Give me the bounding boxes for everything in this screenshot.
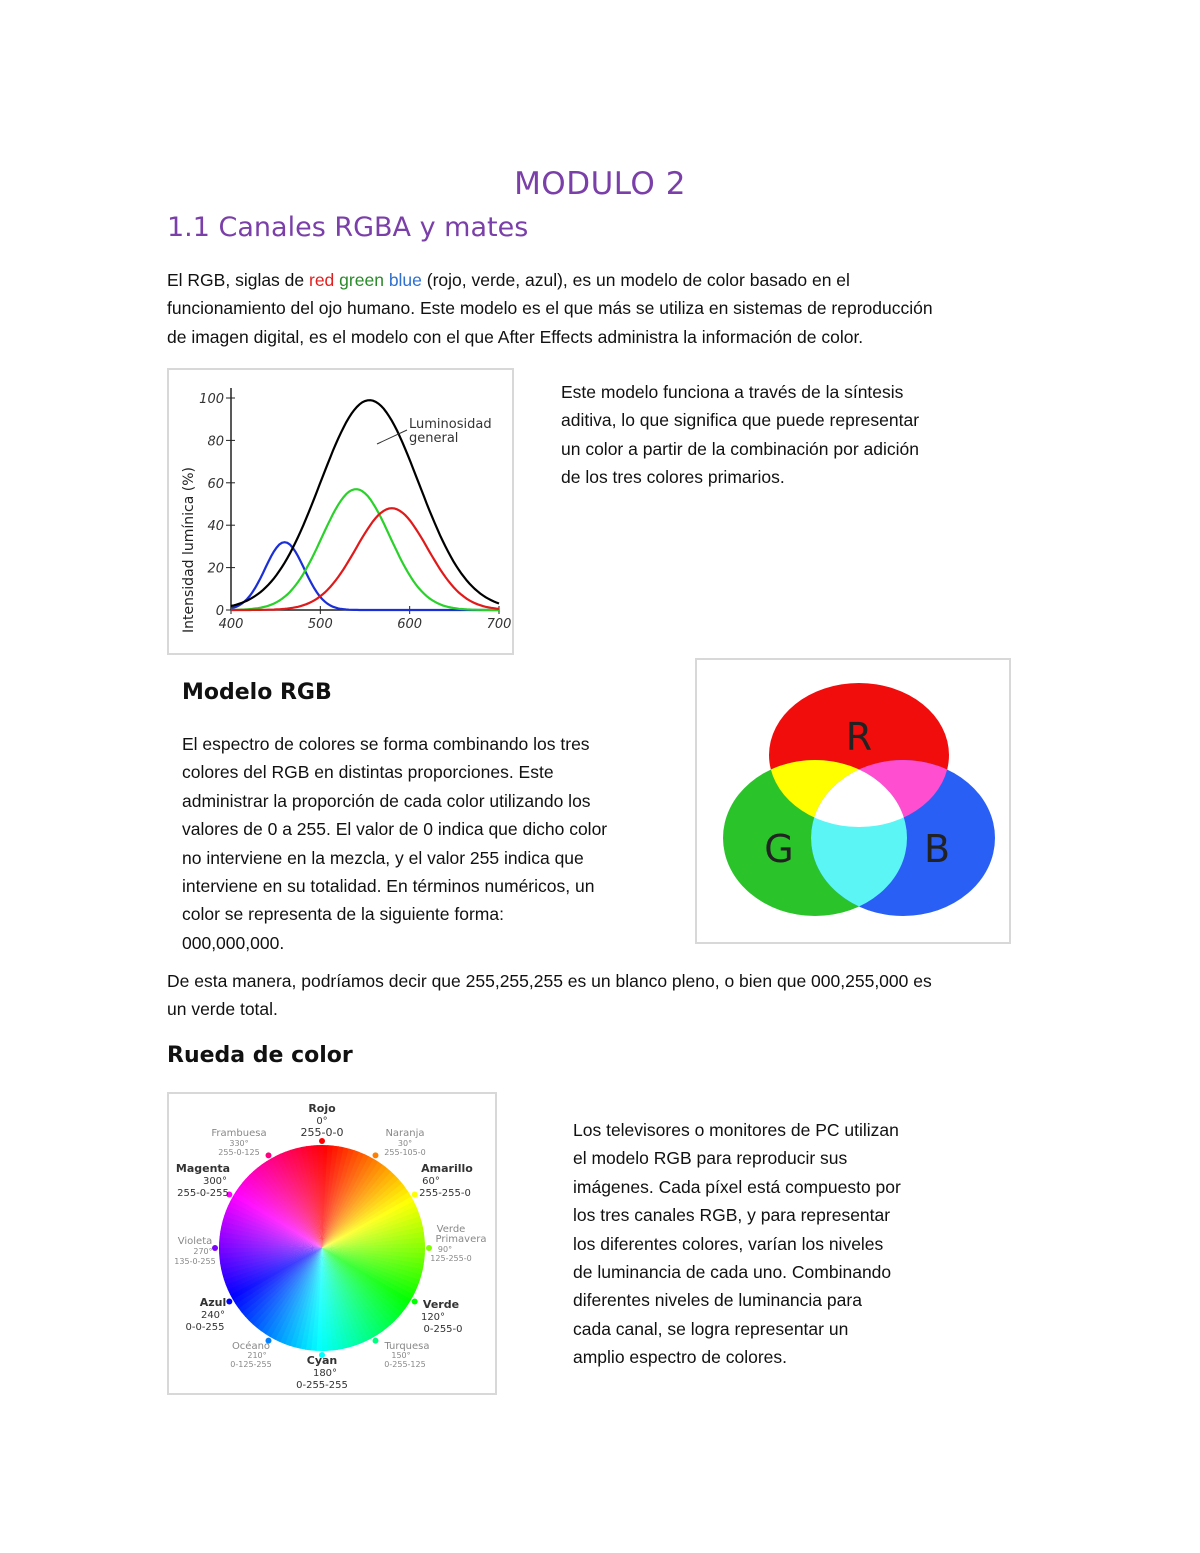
intro-line-2: funcionamiento del ojo humano. Este modelo es el que más se utiliza en sistemas de reproducción <box>167 298 933 319</box>
label-cyan-name: Cyan <box>306 1354 338 1367</box>
conclusion-line: un verde total. <box>167 999 278 1020</box>
label-azul-rgb: 0-0-255 <box>185 1322 225 1333</box>
intro-text-end: (rojo, verde, azul), es un modelo de color basado en el <box>421 270 850 290</box>
label-amarillo-deg: 60° <box>422 1176 440 1187</box>
intro-paragraph <box>167 266 1047 351</box>
luminosity-chart <box>169 370 512 653</box>
rgb-venn-diagram <box>697 660 1009 942</box>
label-naranja-deg: 30° <box>397 1139 413 1148</box>
y-tick-label: 80 <box>207 434 224 450</box>
y-tick-label: 60 <box>207 476 224 492</box>
label-turquesa-name: Turquesa <box>384 1341 430 1352</box>
wheel-line: de luminancia de cada uno. Combinando <box>573 1262 892 1283</box>
rgb-line: color se representa de la siguiente forma: <box>182 904 504 925</box>
color-wheel-paragraph <box>573 1116 993 1372</box>
wheel-line: los tres canales RGB, y para representar <box>573 1205 891 1226</box>
hue-wheel <box>212 1138 432 1358</box>
label-rojo-name: Rojo <box>308 1102 336 1115</box>
label-frambuesa-deg: 330° <box>229 1139 249 1148</box>
label-cyan-rgb: 0-255-255 <box>296 1380 348 1391</box>
rgb-line: administrar la proporción de cada color utilizando los <box>182 790 591 811</box>
venn-label-r: R <box>845 715 873 759</box>
chart-ylabel: Intensidad lumínica (%) <box>181 467 197 633</box>
venn-label-g: G <box>764 827 794 871</box>
label-violeta-name: Violeta <box>177 1236 213 1247</box>
venn-label-b: B <box>923 827 951 871</box>
label-violeta-rgb: 135-0-255 <box>174 1257 216 1266</box>
intro-text-start: El RGB, siglas de <box>167 270 309 290</box>
label-oceano-rgb: 0-125-255 <box>230 1360 272 1369</box>
wheel-line: el modelo RGB para reproducir sus <box>573 1148 848 1169</box>
color-wheel-diagram <box>169 1094 495 1393</box>
hue-marker-dot <box>212 1245 218 1251</box>
color-wheel-heading: Rueda de color <box>167 1043 353 1068</box>
synthesis-line: Este modelo funciona a través de la síntesis <box>561 382 904 402</box>
y-tick-label: 0 <box>215 604 224 619</box>
chart-annotation-1: Luminosidad <box>409 417 492 432</box>
word-green: green <box>339 270 384 290</box>
label-frambuesa-name: Frambuesa <box>211 1128 267 1139</box>
hue-marker-dot <box>373 1338 379 1344</box>
synthesis-paragraph <box>561 378 1001 492</box>
word-blue: blue <box>388 270 422 290</box>
rgb-venn-figure <box>695 658 1011 944</box>
rgb-line: colores del RGB en distintas proporciones. Este <box>182 762 554 783</box>
conclusion-line: De esta manera, podríamos decir que 255,255,255 es un blanco pleno, o bien que 000,255,000 es <box>167 971 932 991</box>
label-naranja-name: Naranja <box>385 1128 425 1139</box>
label-cyan-deg: 180° <box>312 1368 338 1379</box>
rgb-line: interviene en su totalidad. En términos numéricos, un <box>182 876 595 897</box>
label-turquesa-deg: 150° <box>391 1351 411 1360</box>
rgb-line: no interviene en la mezcla, y el valor 255 indica que <box>182 847 584 868</box>
intro-line-3: de imagen digital, es el modelo con el que After Effects administra la información de color. <box>167 326 864 347</box>
x-tick-label: 600 <box>397 617 423 632</box>
rgb-line: 000,000,000. <box>182 932 285 953</box>
label-verde-deg: 120° <box>420 1312 446 1323</box>
series-line-2 <box>231 508 499 610</box>
label-verde-rgb: 0-255-0 <box>423 1324 463 1335</box>
label-rojo-rgb: 255-0-0 <box>300 1126 344 1139</box>
synthesis-line: de los tres colores primarios. <box>561 467 785 488</box>
intro-line-1 <box>167 266 1047 294</box>
label-primavera-name2: Primavera <box>435 1234 487 1245</box>
x-tick-label: 400 <box>218 617 244 632</box>
label-primavera-deg: 90° <box>437 1245 453 1254</box>
wheel-line: cada canal, se logra representar un <box>573 1318 849 1339</box>
hue-marker-dot <box>426 1245 432 1251</box>
hue-marker-dot <box>412 1192 418 1198</box>
hue-marker-dot <box>373 1152 379 1158</box>
label-oceano-name: Océano <box>231 1341 271 1352</box>
rgb-model-heading: Modelo RGB <box>182 680 332 705</box>
page-title: MODULO 2 <box>514 166 686 202</box>
label-magenta-rgb: 255-0-255 <box>177 1188 229 1199</box>
synthesis-line: un color a partir de la combinación por adición <box>561 438 919 459</box>
label-naranja-rgb: 255-105-0 <box>384 1148 426 1157</box>
label-verde-name: Verde <box>422 1298 460 1311</box>
hue-marker-dot <box>266 1152 272 1158</box>
label-primavera-name: Verde <box>436 1224 466 1235</box>
color-wheel-figure <box>167 1092 497 1395</box>
rgb-line: El espectro de colores se forma combinando los tres <box>182 734 590 754</box>
luminosity-chart-figure <box>167 368 514 655</box>
label-primavera-rgb: 125-255-0 <box>430 1254 472 1263</box>
conclusion-paragraph <box>167 967 1047 1024</box>
wheel-line: Los televisores o monitores de PC utilizan <box>573 1120 899 1140</box>
synthesis-line: aditiva, lo que significa que puede representar <box>561 410 920 431</box>
label-turquesa-rgb: 0-255-125 <box>384 1360 426 1369</box>
label-magenta-name: Magenta <box>175 1162 231 1175</box>
x-tick-label: 500 <box>307 617 333 632</box>
label-magenta-deg: 300° <box>202 1176 228 1187</box>
label-amarillo-name: Amarillo <box>421 1162 473 1175</box>
label-amarillo-rgb: 255-255-0 <box>419 1188 471 1199</box>
wheel-line: imágenes. Cada píxel está compuesto por <box>573 1176 901 1197</box>
y-tick-label: 100 <box>199 392 224 407</box>
label-violeta-deg: 270° <box>193 1247 213 1256</box>
wheel-highlight <box>219 1145 425 1351</box>
chart-annotation-2: general <box>409 431 459 446</box>
label-azul-deg: 240° <box>200 1310 226 1321</box>
label-frambuesa-rgb: 255-0-125 <box>218 1148 260 1157</box>
word-red: red <box>309 270 335 290</box>
y-tick-label: 20 <box>207 561 224 577</box>
wheel-line: diferentes niveles de luminancia para <box>573 1290 862 1311</box>
y-tick-label: 40 <box>207 519 224 535</box>
series-line-0 <box>231 542 499 610</box>
section-heading: 1.1 Canales RGBA y mates <box>167 212 529 243</box>
rgb-line: valores de 0 a 255. El valor de 0 indica que dicho color <box>182 819 608 840</box>
x-tick-label: 700 <box>486 617 512 632</box>
label-oceano-deg: 210° <box>247 1351 267 1360</box>
hue-marker-dot <box>412 1299 418 1305</box>
label-rojo-deg: 0° <box>316 1116 328 1127</box>
hue-marker-dot <box>226 1299 232 1305</box>
rgb-model-paragraph <box>182 730 682 957</box>
label-azul-name: Azul <box>199 1296 227 1309</box>
wheel-line: los diferentes colores, varían los niveles <box>573 1233 884 1254</box>
wheel-line: amplio espectro de colores. <box>573 1347 787 1368</box>
